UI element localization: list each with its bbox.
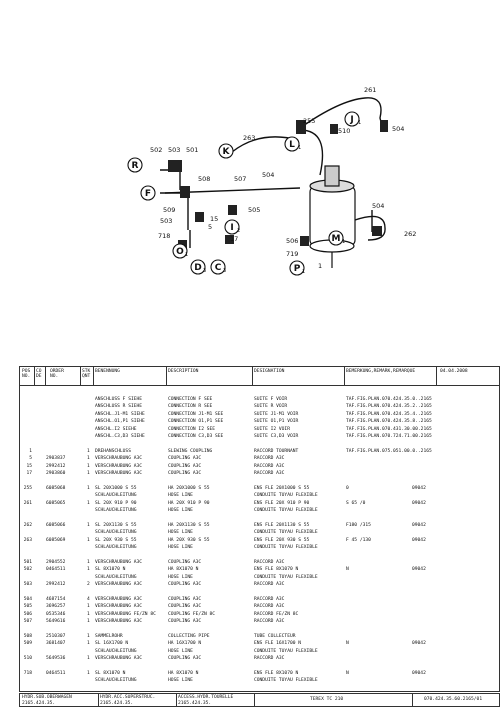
callout-508: 508 (198, 175, 211, 183)
sub-L1: 1 (298, 145, 302, 151)
callout-17: 17 (230, 235, 239, 243)
col-pos: POS NO. (22, 369, 31, 380)
cell-de: SCHLAUCHLEITUNG (95, 574, 137, 580)
cell-order: 6085068 (46, 485, 66, 491)
cell-fr: ENS FLE 20X 930 S 55 (254, 537, 310, 543)
cell-en: COUPLING A3C (168, 596, 202, 602)
cell-en: HOSE LINE (168, 530, 193, 536)
cell-fr: ENS FLE 20X1000 S 55 (254, 485, 310, 491)
cell-num: 09042 (412, 641, 426, 647)
cell-order: 5649616 (46, 619, 66, 624)
cell-fr: RACCORD A3C (254, 619, 285, 624)
callout-504b: 504 (262, 171, 275, 179)
cell-de: ANSCHLUSS R SIEHE (95, 404, 143, 410)
cell-de: VERSCHRAUBUNG FE/ZN 8C (95, 611, 156, 617)
cell-fr: RACCORD TOURNANT (254, 448, 299, 454)
cell-pos: 510 (23, 656, 32, 661)
cell-de: VERSCHRAUBUNG A3C (95, 463, 143, 469)
cell-en: HA 16X1700 N (168, 641, 202, 647)
cell-en: COUPLING A3C (168, 559, 202, 565)
cell-qty: 1 (87, 448, 90, 454)
cell-num: 09042 (412, 485, 426, 491)
cell-pos: 261 (23, 500, 32, 506)
cell-de: SL 20X 910 P 90 (95, 500, 137, 506)
cell-rem: TAF.FIG.PLAN.070.424.35.8..2165 (346, 419, 432, 425)
cell-fr: RACCORD A3C (254, 559, 285, 565)
cell-pos: 508 (23, 633, 32, 639)
col-bemerkung: BEMERKUNG,REMARK,REMARQUE (346, 369, 416, 374)
cell-de: VERSCHRAUBUNG A3C (95, 619, 143, 624)
marker-O1: O (176, 247, 184, 257)
sub-C3: 3 (223, 268, 227, 274)
marker-F: F (144, 189, 152, 199)
cell-order: 6085069 (46, 537, 66, 543)
callout-505: 505 (248, 206, 261, 214)
table-header (20, 367, 499, 386)
cell-qty: 1 (87, 485, 90, 491)
callout-718: 718 (158, 232, 171, 240)
cell-de: ANSCHLUSS F SIEHE (95, 397, 143, 402)
cell-fr: CONDUITE TUYAU FLEXIBLE (254, 493, 318, 499)
cell-order: 2510307 (46, 633, 66, 639)
cell-rem: F180 /315 (346, 522, 371, 528)
footer-fr-title: ACCESS.HYDR.TOURELLE (178, 695, 234, 700)
cell-pos: 718 (23, 670, 32, 676)
cell-en: COUPLING A3C (168, 582, 202, 587)
callout-255: 255 (303, 117, 316, 125)
cell-rem: N (346, 641, 349, 647)
cell-en: CONNECTION F SEE (168, 397, 213, 402)
cell-en: SLEWING COUPLING (168, 448, 213, 454)
cell-pos: 502 (23, 567, 32, 573)
cell-rem: S 65 /0 (346, 500, 366, 506)
cell-fr: SUITE I2 VOIR (254, 426, 290, 432)
cell-de: SCHLAUCHLEITUNG (95, 530, 137, 536)
cell-de: SAMMELROHR (95, 633, 123, 639)
cell-fr: ENS FLE 8X1070 N (254, 567, 299, 573)
col-description: DESCRIPTION (168, 369, 199, 374)
cell-num: 09042 (412, 537, 426, 543)
cell-order: 4687154 (46, 596, 66, 602)
cell-fr: ENS FLE 16X1700 N (254, 641, 302, 647)
callout-15: 15 (210, 215, 219, 223)
hose-255 (300, 130, 323, 175)
cell-pos: 1 (29, 448, 32, 454)
sub-J1: 1 (358, 120, 362, 126)
cell-de: ANSCHL.J1-M1 SIEHE (95, 411, 145, 417)
cell-de: SL 8X1070 N (95, 670, 126, 676)
cell-order: 2992412 (46, 463, 66, 469)
cell-rem: N (346, 670, 349, 676)
cell-num: 09042 (412, 670, 426, 676)
cell-order: 0464511 (46, 567, 66, 573)
cell-fr: RACCORD A3C (254, 456, 285, 462)
cell-qty: 1 (87, 567, 90, 573)
cell-en: HOSE LINE (168, 545, 193, 550)
hose-502 (160, 170, 180, 190)
cell-de: VERSCHRAUBUNG A3C (95, 456, 143, 462)
sub-O1: 1 (185, 252, 189, 258)
cell-de: SCHLAUCHLEITUNG (95, 493, 137, 499)
cell-qty: 1 (87, 500, 90, 506)
cell-rem: N (346, 567, 349, 573)
cell-en: HA 20X 930 S 55 (168, 537, 210, 543)
cell-en: COUPLING A3C (168, 656, 202, 661)
cell-de: VERSCHRAUBUNG A3C (95, 596, 143, 602)
cell-qty: 1 (87, 463, 90, 469)
cell-de: SL 8X1070 N (95, 567, 126, 573)
cell-order: 6085066 (46, 522, 66, 528)
cell-fr: SUITE F VOIR (254, 397, 288, 402)
cell-qty: 1 (87, 633, 90, 639)
cell-fr: RACCORD A3C (254, 604, 285, 610)
cell-en: CONNECTION R SEE (168, 404, 213, 410)
cell-qty: 4 (87, 596, 90, 602)
cell-de: VERSCHRAUBUNG A3C (95, 582, 143, 587)
cell-fr: RACCORD A3C (254, 596, 285, 602)
cell-qty: 1 (87, 670, 90, 676)
footer-de-title: HYDR.SUB.OBERWAGEN (22, 695, 72, 700)
cell-en: HA 8X1070 N (168, 670, 199, 676)
cell-en: HOSE LINE (168, 678, 193, 684)
callout-506: 506 (286, 237, 299, 245)
cell-rem: TAF.FIG.PLAN.070.431.30.00.2165 (346, 426, 432, 432)
cell-order: 3681407 (46, 641, 66, 647)
cell-de: ANSCHL.O1,P1 SIEHE (95, 419, 145, 425)
col-designation: DESIGNATION (254, 369, 285, 374)
footer-model: TEREX TC 210 (310, 697, 344, 702)
cell-de: VERSCHRAUBUNG A3C (95, 604, 143, 610)
marker-I2: I (230, 223, 234, 233)
cell-de: VERSCHRAUBUNG A3C (95, 471, 143, 476)
cell-qty: 1 (87, 559, 90, 565)
cell-pos: 5 (29, 456, 32, 462)
callout-504a: 504 (392, 125, 405, 133)
cell-en: CONNECTION O1,P1 SEE (168, 419, 224, 425)
cell-pos: 263 (23, 537, 32, 543)
col-order: ORDER NO. (50, 369, 64, 380)
cell-fr: RACCORD A3C (254, 471, 285, 476)
cell-pos: 262 (23, 522, 32, 528)
cell-en: COUPLING A3C (168, 619, 202, 624)
callout-719: 719 (286, 250, 299, 258)
cell-rem: TAF.FIG.PLAN.070.424.35.0..2165 (346, 397, 432, 402)
cell-qty: 1 (87, 471, 90, 476)
cell-pos: 17 (26, 471, 32, 476)
cell-en: COUPLING A3C (168, 471, 202, 476)
cell-qty: 1 (87, 611, 90, 617)
callout-503b: 503 (160, 217, 173, 225)
cell-en: HA 20X1130 S 55 (168, 522, 210, 528)
callout-263: 263 (243, 134, 256, 142)
callout-507: 507 (234, 175, 247, 183)
cell-fr: CONDUITE TUYAU FLEXIBLE (254, 530, 318, 536)
callout-5: 5 (208, 223, 213, 231)
cell-en: HOSE LINE (168, 648, 193, 654)
callout-262: 262 (404, 230, 417, 238)
cell-fr: CONDUITE TUYAU FLEXIBLE (254, 508, 318, 513)
cell-de: SCHLAUCHLEITUNG (95, 678, 137, 684)
footer-drawing-code: 070.424.35.60.2165/01 (424, 697, 483, 702)
marker-D3: D (194, 263, 202, 273)
cell-fr: ENS FLE 20X 910 P 90 (254, 500, 310, 506)
callout-504c: 504 (372, 202, 385, 210)
cell-num: 09042 (412, 567, 426, 573)
cell-en: COUPLING A3C (168, 456, 202, 462)
cell-qty: 1 (87, 537, 90, 543)
cell-en: HA 8X1070 N (168, 567, 199, 573)
cell-rem: 0 (346, 485, 349, 491)
cell-rem: TAF.FIG.PLAN.075.051.00.0..2165 (346, 448, 432, 454)
cell-pos: 507 (23, 619, 32, 624)
sub-P1: 1 (302, 269, 306, 275)
cell-en: COUPLING A3C (168, 463, 202, 469)
cell-pos: 501 (23, 559, 32, 565)
callout-502: 502 (150, 146, 163, 154)
cell-fr: SUITE J1-M1 VOIR (254, 411, 299, 417)
cell-order: 6085065 (46, 500, 66, 506)
cell-fr: CONDUITE TUYAU FLEXIBLE (254, 648, 318, 654)
cell-en: CONNECTION I2 SEE (168, 426, 216, 432)
cell-de: SCHLAUCHLEITUNG (95, 648, 137, 654)
cell-order: 3696257 (46, 604, 66, 610)
cell-de: SCHLAUCHLEITUNG (95, 508, 137, 513)
cell-de: DREHANSCHLUSS (95, 448, 131, 454)
callout-501: 501 (186, 146, 199, 154)
cell-en: COUPLING FE/ZN 8C (168, 611, 216, 617)
footer-en-title: HYDR.ACC.SUPERSTRUC. (100, 695, 156, 700)
sub-D3: 3 (203, 268, 207, 274)
col-benennung: BENENNUNG (95, 369, 120, 374)
cell-en: HOSE LINE (168, 493, 193, 499)
cell-qty: 1 (87, 619, 90, 624)
cell-pos: 509 (23, 641, 32, 647)
footer-en-code: 2165.424.35. (100, 701, 134, 706)
cell-en: HA 20X1000 S 55 (168, 485, 210, 491)
marker-R: R (131, 161, 139, 171)
cell-de: ANSCHL.I2 SIEHE (95, 426, 137, 432)
cell-qty: 1 (87, 604, 90, 610)
cell-order: 2903860 (46, 471, 66, 476)
cell-pos: 255 (23, 485, 32, 491)
cell-fr: ENS FLE 8X1070 N (254, 670, 299, 676)
marker-J1: J (350, 115, 354, 125)
sub-I2: 2 (237, 228, 241, 234)
cell-de: VERSCHRAUBUNG A3C (95, 656, 143, 661)
cell-de: VERSCHRAUBUNG A3C (95, 559, 143, 565)
cell-en: HOSE LINE (168, 574, 193, 580)
cell-pos: 503 (23, 582, 32, 587)
cell-fr: CONDUITE TUYAU FLEXIBLE (254, 574, 318, 580)
cell-en: COUPLING A3C (168, 604, 202, 610)
col-qty: STK QNT (82, 369, 91, 380)
cell-en: COLLECTING PIPE (168, 633, 210, 639)
cell-fr: SUITE O1,P1 VOIR (254, 419, 299, 425)
cell-fr: CONDUITE TUYAU FLEXIBLE (254, 545, 318, 550)
cell-pos: 506 (23, 611, 32, 617)
cell-fr: RACCORD FE/ZN 8C (254, 611, 299, 617)
sub-M1: 1 (342, 239, 346, 245)
callout-503: 503 (168, 146, 181, 154)
cell-fr: SUITE R VOIR (254, 404, 288, 410)
cell-qty: 1 (87, 656, 90, 661)
cell-en: HA 20X 910 P 90 (168, 500, 210, 506)
cell-order: 2992412 (46, 582, 66, 587)
cell-qty: 1 (87, 522, 90, 528)
marker-L1: L (289, 140, 295, 150)
cell-order: 2904552 (46, 559, 66, 565)
cell-rem: TAF.FIG.PLAN.070.424.35.4..2165 (346, 411, 432, 417)
marker-M1: M (331, 234, 341, 244)
callout-510: 510 (338, 127, 351, 135)
cell-de: SCHLAUCHLEITUNG (95, 545, 137, 550)
cell-fr: RACCORD A3C (254, 582, 285, 587)
cell-rem: F 45 /130 (346, 537, 371, 543)
hose-261 (300, 98, 383, 130)
cell-en: HOSE LINE (168, 508, 193, 513)
cell-num: 09042 (412, 500, 426, 506)
cell-fr: RACCORD A3C (254, 656, 285, 661)
header-date: 04.04.2008 (440, 369, 468, 374)
cell-fr: ENS FLE 20X1130 S 55 (254, 522, 310, 528)
table-row (20, 678, 501, 687)
parts-table (19, 366, 500, 692)
cell-de: SL 20X1000 S 55 (95, 485, 137, 491)
marker-C3: C (214, 263, 222, 273)
callout-261: 261 (364, 86, 377, 94)
cell-qty: 1 (87, 641, 90, 647)
cell-order: 5649536 (46, 656, 66, 661)
cell-order: 0535346 (46, 611, 66, 617)
cell-order: 2903837 (46, 456, 66, 462)
footer-fr-code: 2165.424.35. (178, 701, 212, 706)
callout-1: 1 (318, 262, 323, 270)
cell-num: 09042 (412, 522, 426, 528)
title-block (19, 693, 500, 707)
cell-de: ANSCHL.C3,D3 SIEHE (95, 434, 145, 439)
cell-rem: TAF.FIG.PLAN.070.724.71.00.2165 (346, 434, 432, 439)
cell-fr: SUITE C3,D3 VOIR (254, 434, 299, 439)
cell-pos: 505 (23, 604, 32, 610)
cell-fr: CONDUITE TUYAU FLEXIBLE (254, 678, 318, 684)
cell-pos: 15 (26, 463, 32, 469)
cell-rem: TAF.FIG.PLAN.070.424.35.2..2165 (346, 404, 432, 410)
cell-qty: 2 (87, 582, 90, 587)
cell-de: SL 20X 930 S 55 (95, 537, 137, 543)
cell-fr: RACCORD A3C (254, 463, 285, 469)
slewing-coupling (310, 166, 355, 268)
cell-de: SL 20X1130 S 55 (95, 522, 137, 528)
cell-pos: 504 (23, 596, 32, 602)
col-code: CO DE (36, 369, 42, 380)
marker-P1: P (293, 264, 301, 274)
footer-de-code: 2165.424.35. (22, 701, 56, 706)
cell-fr: TUBE COLLECTEUR (254, 633, 296, 639)
cell-de: SL 16X1700 N (95, 641, 129, 647)
cell-qty: 1 (87, 456, 90, 462)
cell-en: CONNECTION C3,D3 SEE (168, 434, 224, 439)
marker-K: K (222, 147, 230, 157)
cell-order: 0464511 (46, 670, 66, 676)
cell-en: CONNECTION J1-M1 SEE (168, 411, 224, 417)
callout-509: 509 (163, 206, 176, 214)
